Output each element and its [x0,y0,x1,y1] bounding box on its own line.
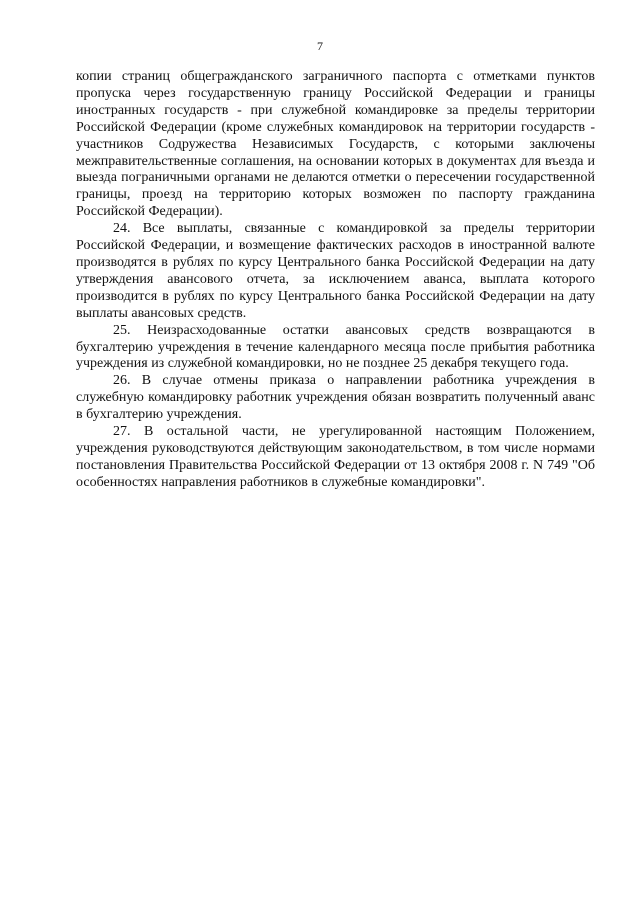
paragraph-25: 25. Неизрасходованные остатки авансовых средств возвращаются в бухгалтерию учреждения в течение календарного месяца после прибытия работника учреждения из служебной командировки, но не позднее 25 декабря текущего года. [76,322,595,372]
paragraph-continuation: копии страниц общегражданского заграничного паспорта с отметками пунктов пропуска через государственную границу Российской Федерации и границы иностранных государств - при служебной командировке за пределы территории Российской Федерации (кроме служебных командировок на территории государств - участников Содружества Независимых Государств, с которыми заключены межправительственные соглашения, на основании которых в документах для въезда и выезда пограничными органами не делаются отметки о пересечении государственной границы, проезд на территорию которых возможен по паспорту гражданина Российской Федерации). [76,69,595,220]
paragraph-26: 26. В случае отмены приказа о направлении работника учреждения в служебную командировку работник учреждения обязан возвратить полученный аванс в бухгалтерию учреждения. [76,373,595,423]
paragraph-27: 27. В остальной части, не урегулированной настоящим Положением, учреждения руководствуются действующим законодательством, в том числе нормами постановления Правительства Российской Федерации от 13 октября 2008 г. N 749 "Об особенностях направления работников в служебные командировки". [76,424,595,490]
page-number: 7 [317,39,323,53]
document-body [76,69,595,492]
paragraph-24: 24. Все выплаты, связанные с командировкой за пределы территории Российской Федерации, и возмещение фактических расходов в иностранной валюте производятся в рублях по курсу Центрального банка Российской Федерации на дату утверждения авансового отчета, за исключением аванса, выплата которого производится в рублях по курсу Центрального банка Российской Федерации на дату выплаты авансовых средств. [76,221,595,321]
